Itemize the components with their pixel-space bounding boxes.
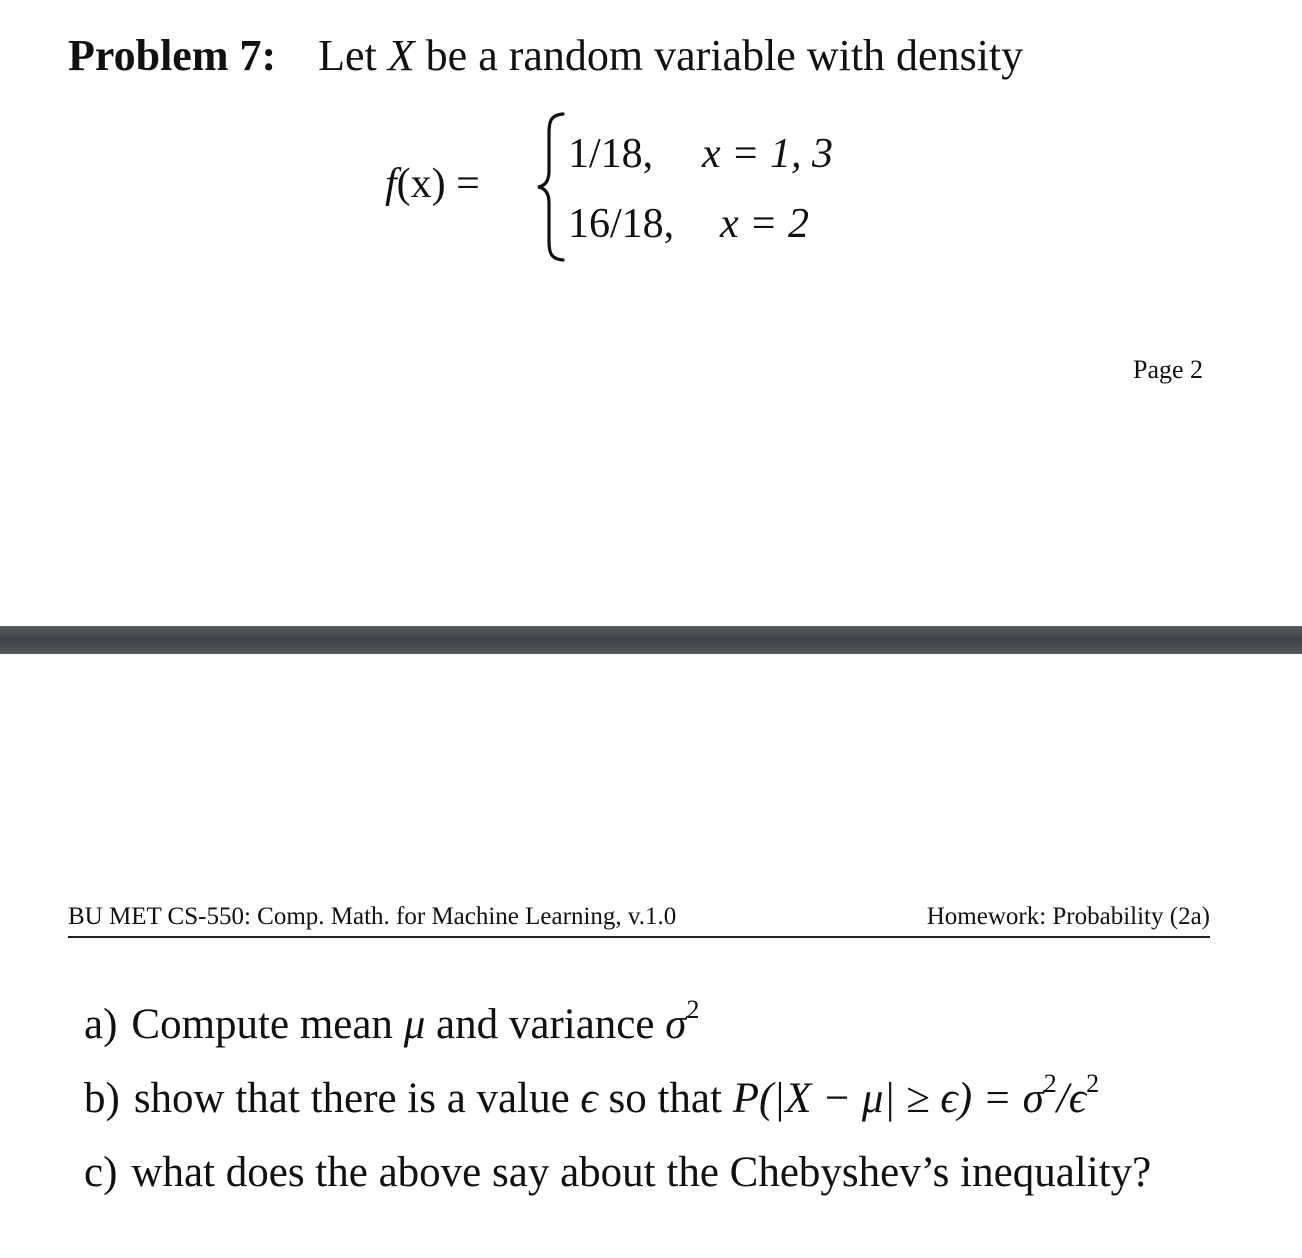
question-c-letter: c) xyxy=(84,1149,118,1196)
header-rule xyxy=(68,936,1210,938)
running-header-title: Homework: Probability (2a) xyxy=(926,903,1210,930)
problem-label: Problem 7: xyxy=(68,31,277,80)
density-argument: (x) = xyxy=(396,161,480,207)
formula-exponent-1: 2 xyxy=(1043,1069,1057,1098)
question-a-letter: a) xyxy=(84,1001,118,1048)
chebyshev-formula: P(|X − μ| ≥ ϵ) = σ xyxy=(732,1075,1044,1122)
question-a-text-middle: and variance xyxy=(425,1001,666,1048)
question-c-text: what does the above say about the Chebyshev’s inequality? xyxy=(131,1149,1152,1196)
question-b-text: show that there is a value xyxy=(133,1075,581,1122)
sigma-symbol: σ xyxy=(665,1001,687,1048)
problem-statement xyxy=(68,30,1023,81)
question-c xyxy=(84,1148,1151,1197)
density-case-2 xyxy=(568,200,809,248)
case-2-value: 16/18, xyxy=(568,201,675,247)
case-1-condition: x = 1, 3 xyxy=(702,131,833,177)
page-separator xyxy=(0,626,1302,654)
sigma-exponent: 2 xyxy=(686,995,700,1024)
running-header-course: BU MET CS-550: Comp. Math. for Machine Learning, v.1.0 xyxy=(68,903,677,930)
problem-intro-before: Let xyxy=(318,31,388,80)
density-lhs xyxy=(385,160,480,208)
epsilon-symbol: ϵ xyxy=(580,1075,598,1122)
random-variable: X xyxy=(387,31,415,80)
left-brace-icon xyxy=(536,111,566,263)
density-function-name: f xyxy=(385,161,397,207)
page-number: Page 2 xyxy=(1133,355,1204,384)
formula-slash-epsilon: /ϵ xyxy=(1056,1075,1087,1122)
question-b xyxy=(84,1069,1100,1123)
mu-symbol: μ xyxy=(403,1001,426,1048)
density-case-1 xyxy=(568,130,833,178)
formula-exponent-2: 2 xyxy=(1086,1069,1100,1098)
question-b-letter: b) xyxy=(84,1075,120,1122)
question-b-text-middle: so that xyxy=(597,1075,733,1122)
question-a-text: Compute mean xyxy=(131,1001,404,1048)
question-a xyxy=(84,995,700,1049)
case-2-condition: x = 2 xyxy=(720,201,809,247)
case-1-value: 1/18, xyxy=(568,131,654,177)
problem-intro-after: be a random variable with density xyxy=(414,31,1024,80)
